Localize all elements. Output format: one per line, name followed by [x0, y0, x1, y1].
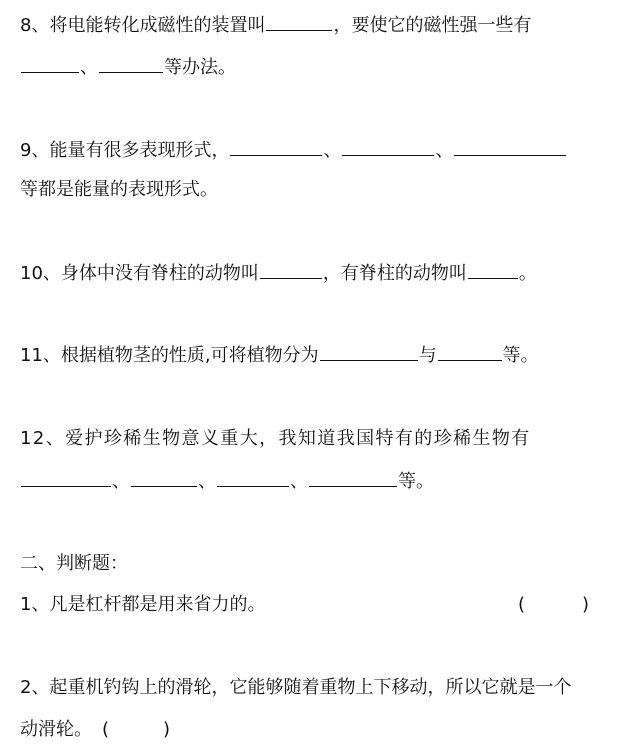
blank[interactable] [21, 52, 79, 73]
separator: 、 [80, 57, 98, 78]
question-12-line-2 [20, 466, 434, 496]
section-2-title: 二、判断题： [20, 553, 128, 574]
blank[interactable] [131, 466, 197, 487]
blank[interactable] [230, 135, 322, 156]
judgment-2-end: 动滑轮。 [20, 719, 92, 740]
blank[interactable] [454, 135, 566, 156]
question-9-text: 9、能量有很多表现形式， [20, 140, 230, 161]
question-12-end: 等。 [398, 471, 434, 492]
blank[interactable] [342, 135, 434, 156]
blank[interactable] [217, 466, 289, 487]
section-title [20, 549, 128, 579]
blank[interactable] [260, 258, 322, 279]
judgment-2-line-1 [20, 673, 571, 703]
separator: 、 [435, 140, 454, 161]
question-10-text-a: 10、身体中没有脊柱的动物叫 [20, 263, 259, 284]
answer-paren-close[interactable]: ) [163, 719, 171, 740]
question-12-line-1 [20, 424, 531, 454]
blank[interactable] [266, 10, 332, 31]
separator: 、 [290, 471, 308, 492]
question-11 [20, 340, 539, 370]
question-11-end: 等。 [502, 345, 539, 366]
question-8-line-1 [20, 10, 531, 40]
answer-paren-close[interactable]: ) [582, 594, 590, 615]
question-8-end: 等办法。 [164, 57, 236, 78]
judgment-1 [20, 590, 265, 620]
question-9-line-2 [20, 175, 218, 205]
blank[interactable] [309, 466, 397, 487]
blank[interactable] [438, 340, 502, 361]
separator: 、 [198, 471, 216, 492]
blank[interactable] [99, 52, 163, 73]
question-11-text-b: 与 [418, 345, 437, 366]
question-11-text-a: 11、根据植物茎的性质,可将植物分为 [20, 345, 319, 366]
answer-paren-open[interactable]: ( [102, 719, 110, 740]
separator: 、 [112, 471, 130, 492]
judgment-1-text: 1、凡是杠杆都是用来省力的。 [20, 594, 266, 615]
judgment-2-text: 2、起重机钓钩上的滑轮，它能够随着重物上下移动，所以它就是一个 [20, 677, 572, 698]
question-9-line-1 [20, 135, 567, 165]
question-8-text-a: 8、将电能转化成磁性的装置叫 [20, 15, 266, 36]
judgment-2-line-2 [20, 715, 170, 745]
question-12-text: 12、爱护珍稀生物意义重大，我知道我国特有的珍稀生物有 [20, 428, 531, 449]
question-9-end: 等都是能量的表现形式。 [20, 179, 218, 200]
question-10 [20, 258, 537, 288]
question-10-text-b: ，有脊柱的动物叫 [322, 263, 467, 284]
question-8-line-2 [20, 52, 236, 82]
answer-paren-open[interactable]: ( [518, 594, 526, 615]
question-10-end: 。 [518, 263, 537, 284]
blank[interactable] [21, 466, 111, 487]
question-8-text-b: ，要使它的磁性强一些有 [333, 15, 532, 36]
separator: 、 [323, 140, 342, 161]
blank[interactable] [468, 258, 518, 279]
blank[interactable] [320, 340, 418, 361]
